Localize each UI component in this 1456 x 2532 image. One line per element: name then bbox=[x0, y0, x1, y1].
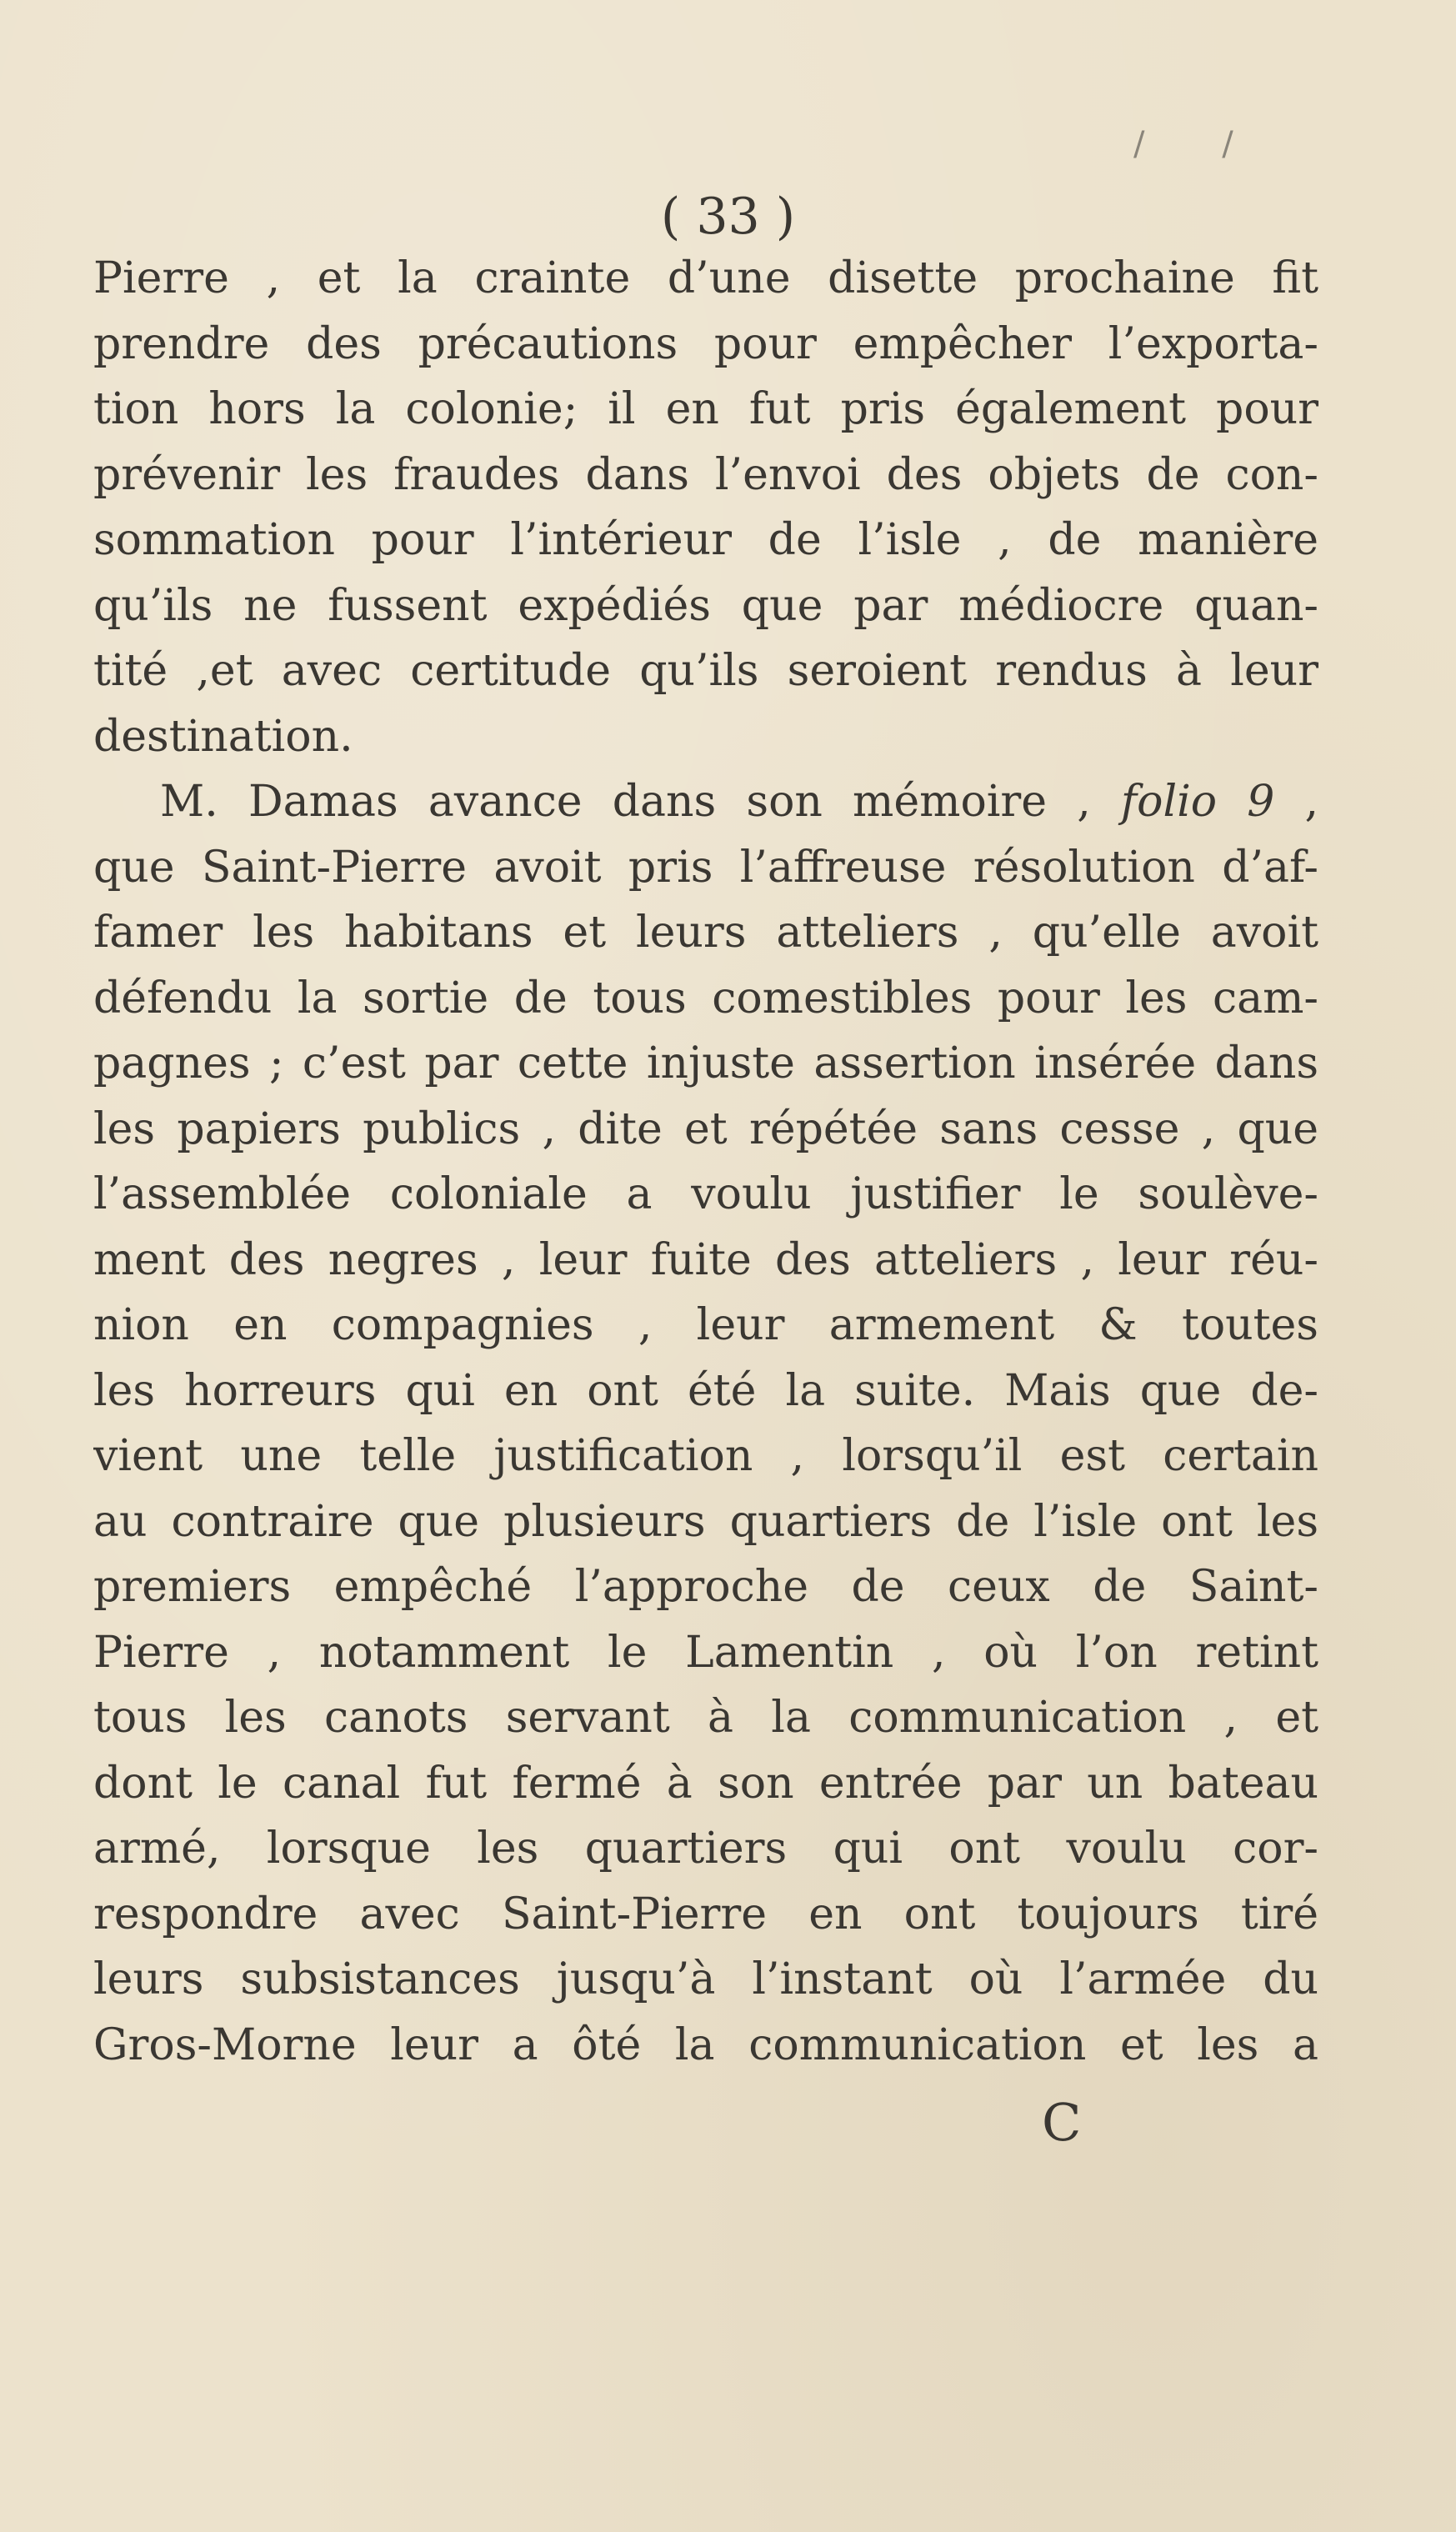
text-line: les horreurs qui en ont été la suite. Mais que de- bbox=[93, 1365, 1318, 1416]
text-line: tous les canots servant à la communication , et bbox=[93, 1693, 1318, 1743]
text-line: l’assemblée coloniale a voulu justifier le soulève- bbox=[93, 1169, 1318, 1219]
text-line: les papiers publics , dite et répétée sans cesse , que bbox=[93, 1103, 1318, 1154]
text-line: vient une telle justification , lorsqu’il est certain bbox=[93, 1431, 1318, 1481]
text-line: famer les habitans et leurs atteliers , qu’elle avoit bbox=[93, 908, 1318, 958]
text-line: armé, lorsque les quartiers qui ont voulu cor- bbox=[93, 1824, 1318, 1874]
page-number: ( 33 ) bbox=[660, 188, 796, 246]
text-line: premiers empêché l’approche de ceux de Saint- bbox=[93, 1562, 1318, 1612]
text-line: leurs subsistances jusqu’à l’instant où l’armée du bbox=[93, 1954, 1318, 2004]
text-line: respondre avec Saint-Pierre en ont toujours tiré bbox=[93, 1889, 1318, 1939]
text-line: défendu la sortie de tous comestibles pour les cam- bbox=[93, 973, 1318, 1023]
text-line: tion hors la colonie; il en fut pris également pour bbox=[93, 384, 1318, 434]
text-line: M. Damas avance dans son mémoire , folio 9 , bbox=[160, 777, 1318, 827]
signature-mark: C bbox=[1042, 2092, 1082, 2153]
text-line: ment des negres , leur fuite des atteliers , leur réu- bbox=[93, 1234, 1318, 1285]
text-line: qu’ils ne fussent expédiés que par médiocre quan- bbox=[93, 580, 1318, 631]
text-line: au contraire que plusieurs quartiers de l’isle ont les bbox=[93, 1496, 1318, 1547]
text-line: Pierre , et la crainte d’une disette prochaine fit bbox=[93, 253, 1318, 303]
text-line: dont le canal fut fermé à son entrée par un bateau bbox=[93, 1758, 1318, 1809]
text-line: prendre des précautions pour empêcher l’exporta- bbox=[93, 318, 1318, 369]
text-line: prévenir les fraudes dans l’envoi des objets de con- bbox=[93, 449, 1318, 500]
text-line: Gros-Morne leur a ôté la communication et les a bbox=[93, 2019, 1318, 2070]
text-line: Pierre , notamment le Lamentin , où l’on retint bbox=[93, 1627, 1318, 1678]
text-line: que Saint-Pierre avoit pris l’affreuse résolution d’af- bbox=[93, 842, 1318, 893]
text-line: destination. bbox=[93, 711, 353, 762]
body-text bbox=[93, 246, 1318, 2078]
text-line: pagnes ; c’est par cette injuste assertion insérée dans bbox=[93, 1038, 1318, 1088]
text-line: tité ,et avec certitude qu’ils seroient rendus à leur bbox=[93, 646, 1318, 696]
text-line: sommation pour l’intérieur de l’isle , de manière bbox=[93, 515, 1318, 565]
pencil-mark: / / bbox=[1133, 125, 1267, 163]
text-line: nion en compagnies , leur armement & toutes bbox=[93, 1300, 1318, 1350]
